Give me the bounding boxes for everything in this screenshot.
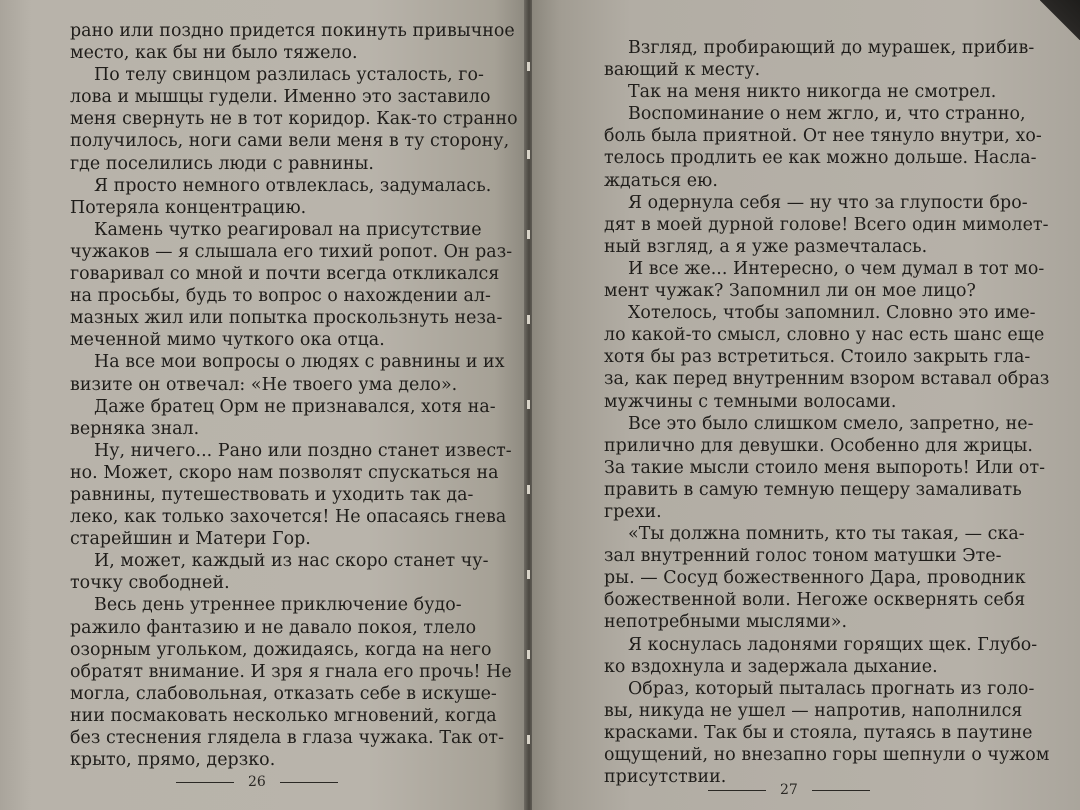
binding-stitch — [527, 150, 530, 159]
binding-stitch — [527, 315, 530, 324]
text-line: леко, как только захочется! Не опасаясь гнева — [70, 507, 507, 528]
footer-rule-right — [280, 782, 338, 783]
text-line: верняка знал. — [70, 418, 200, 439]
left-page — [0, 0, 526, 810]
text-line: где поселились люди с равнины. — [70, 153, 374, 174]
text-line: Я одернула себя — ну что за глупости бро- — [628, 192, 1028, 213]
binding-stitch — [527, 650, 530, 659]
text-line: править в самую темную пещеру замаливать — [604, 479, 1022, 500]
text-line: хотя бы раз встретиться. Стоило закрыть гла- — [604, 347, 1031, 368]
text-line: Я просто немного отвлеклась, задумалась. — [94, 175, 492, 196]
text-line: точку свободней. — [70, 573, 230, 594]
text-line: ко вздохнула и задержала дыхание. — [604, 656, 938, 677]
text-line: красками. Так бы и стояла, путаясь в паутине — [604, 722, 1033, 743]
text-line: место, как бы ни было тяжело. — [70, 43, 358, 64]
text-line: Образ, который пыталась прогнать из голо- — [628, 678, 1035, 699]
binding-stitch — [527, 230, 530, 239]
text-line: равнины, путешествовать и уходить так да- — [70, 484, 474, 505]
text-line: мент чужак? Запомнил ли он мое лицо? — [604, 281, 976, 302]
binding-stitch — [527, 570, 530, 579]
text-line: ражило фантазию и не давало покоя, тлело — [70, 617, 477, 638]
text-line: Даже братец Орм не признавался, хотя на- — [94, 396, 496, 417]
text-line: крыто, прямо, дерзко. — [70, 750, 276, 771]
page-number-right: 27 — [780, 782, 798, 798]
text-line: Весь день утреннее приключение будо- — [94, 595, 462, 616]
text-line: без стеснения глядела в глаза чужака. Так от- — [70, 728, 505, 748]
text-line: чужаков — я слышала его тихий ропот. Он раз- — [70, 241, 513, 262]
text-line: за, как перед внутренним взором вставал образ — [604, 369, 1050, 390]
text-line: мужчины с темными волосами. — [604, 391, 897, 412]
text-line: За такие мысли стоило меня выпороть! Или от- — [604, 457, 1046, 478]
text-line: Хотелось, чтобы запомнил. Словно это име- — [628, 303, 1036, 324]
text-line: Так на меня никто никогда не смотрел. — [628, 82, 997, 103]
text-line: меченной мимо чуткого ока отца. — [70, 330, 385, 351]
text-line: меня свернуть не в тот коридор. Как-то странно — [70, 109, 518, 130]
text-line: ждаться ею. — [604, 170, 718, 191]
text-line: ры. — Сосуд божественного Дара, проводник — [604, 568, 1026, 589]
text-line: зал внутренний голос тоном матушки Эте- — [604, 546, 1002, 567]
text-line: на просьбы, будь то вопрос о нахождении ал- — [70, 286, 491, 307]
footer-rule-left — [176, 782, 234, 783]
text-line: «Ты должна помнить, кто ты такая, — ска- — [628, 524, 1025, 545]
text-line: ло какой-то смысл, словно у нас есть шанс еще — [604, 325, 1045, 346]
text-line: нии посмаковать несколько мгновений, когда — [70, 705, 497, 726]
text-line: божественной воли. Негоже осквернять себя — [604, 590, 1026, 611]
text-line: ный взгляд, а я уже размечталась. — [604, 236, 928, 257]
text-line: Ну, ничего... Рано или поздно станет извест- — [94, 440, 512, 461]
text-line: Я коснулась ладонями горящих щек. Глубо- — [628, 634, 1038, 655]
text-line: телось продлить ее как можно дольше. Насла- — [604, 148, 1037, 169]
text-line: говаривал со мной и почти всегда откликался — [70, 264, 500, 285]
text-line: вающий к месту. — [604, 60, 761, 81]
text-line: непотребными мыслями». — [604, 612, 848, 633]
text-line: рано или поздно придется покинуть привычное — [70, 21, 515, 41]
text-line: Воспоминание о нем жгло, и, что странно, — [628, 104, 1026, 125]
binding-stitch — [527, 485, 530, 494]
text-line: ощущений, но внезапно горы шепнули о чужом — [604, 745, 1050, 765]
text-line: визите он отвечал: «Не твоего ума дело». — [70, 374, 458, 395]
text-line: прилично для девушки. Особенно для жрицы. — [604, 435, 1033, 456]
binding-stitch — [527, 62, 530, 71]
right-page-footer — [708, 782, 870, 798]
text-line: По телу свинцом разлилась усталость, го- — [94, 65, 484, 86]
footer-rule-left — [708, 790, 766, 791]
text-line: вы, никуда не ушел — напротив, наполнился — [604, 700, 1023, 721]
text-line: старейшин и Матери Гор. — [70, 529, 311, 550]
left-page-footer — [176, 774, 338, 790]
footer-rule-right — [812, 790, 870, 791]
text-line: И все же... Интересно, о чем думал в тот мо- — [628, 258, 1045, 279]
binding-stitch — [527, 400, 530, 409]
text-line: Потеряла концентрацию. — [70, 197, 307, 218]
text-line: Взгляд, пробирающий до мурашек, прибив- — [628, 38, 1035, 58]
text-line: грехи. — [604, 501, 662, 522]
right-page — [532, 0, 1080, 810]
text-line: обратят внимание. И зря я гнала его прочь! Не — [70, 661, 512, 682]
text-line: мазных жил или попытка проскользнуть неза- — [70, 308, 503, 329]
text-line: могла, слабовольная, отказать себе в искуше- — [70, 683, 497, 704]
text-line: но. Может, скоро нам позволят спускаться на — [70, 462, 499, 483]
text-line: На все мои вопросы о людях с равнины и их — [94, 352, 505, 373]
binding-stitch — [527, 735, 530, 744]
text-line: озорным угольком, дожидаясь, когда на него — [70, 639, 492, 660]
text-line: получилось, ноги сами вели меня в ту сторону, — [70, 131, 510, 152]
text-line: лова и мышцы гудели. Именно это заставило — [70, 87, 491, 108]
text-line: дят в моей дурной голове! Всего один мимолет- — [604, 214, 1049, 235]
left-page-text — [70, 20, 518, 771]
text-line: боль была приятной. От нее тянуло внутри, хо- — [604, 126, 1042, 147]
text-line: Камень чутко реагировал на присутствие — [94, 219, 482, 240]
text-line: Все это было слишком смело, запретно, не- — [628, 413, 1034, 434]
text-line: И, может, каждый из нас скоро станет чу- — [94, 551, 489, 572]
text-line: присутствии. — [604, 767, 727, 788]
page-corner-shadow — [1040, 0, 1080, 40]
page-number-left: 26 — [248, 774, 266, 790]
right-page-text — [604, 37, 1050, 788]
